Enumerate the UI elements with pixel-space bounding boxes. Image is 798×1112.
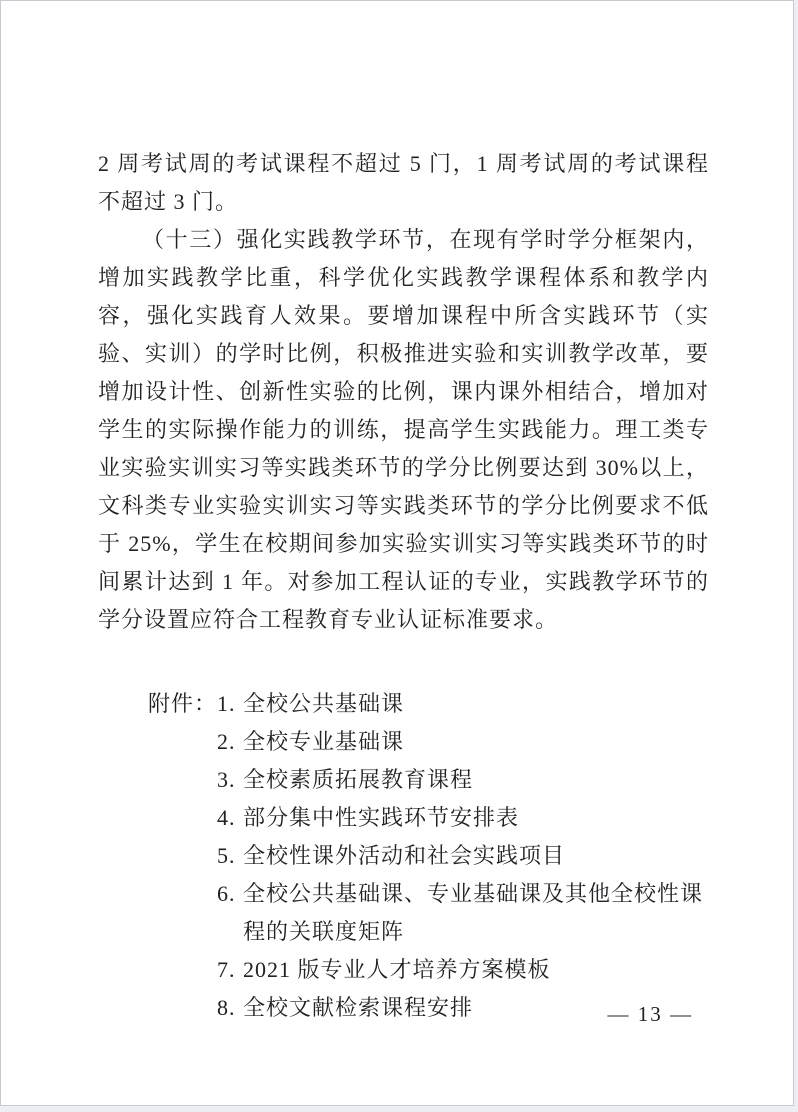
attachment-item-number: 3. [217,767,236,792]
attachment-item-3 [217,761,709,799]
attachment-item-number: 2. [217,729,236,754]
attachment-item-number: 8. [217,995,236,1020]
attachment-item-4 [217,799,709,837]
attachment-item-7 [217,951,709,989]
page-content [1,1,793,1027]
attachment-item-text: 2021 版专业人才培养方案模板 [243,957,551,982]
attachment-item-number: 6. [217,881,236,906]
attachments-list [217,685,709,1027]
attachment-item-text: 全校文献检索课程安排 [243,995,474,1020]
attachment-item-number: 5. [217,843,236,868]
attachment-item-text: 全校公共基础课、专业基础课及其他全校性课程的关联度矩阵 [243,881,704,944]
attachments-block [148,685,709,1027]
page-number: — 13 — [607,1002,693,1026]
attachment-item-number: 1. [217,691,236,716]
attachment-item-number: 7. [217,957,236,982]
attachment-item-5 [217,837,709,875]
attachment-item-text: 部分集中性实践环节安排表 [243,805,520,830]
attachment-item-text: 全校性课外活动和社会实践项目 [243,843,566,868]
attachment-item-number: 4. [217,805,236,830]
body-paragraph-article-13: （十三）强化实践教学环节，在现有学时学分框架内，增加实践教学比重，科学优化实践教学课程体系和教学内容，强化实践育人效果。要增加课程中所含实践环节（实验、实训）的学时比例，积极推进实验和实训教学改革，要增加设计性、创新性实验的比例，课内课外相结合，增加对学生的实际操作能力的训练，提高学生实践能力。理工类专业实验实训实习等实践类环节的学分比例要达到 30%以上，文科类专业实验实训实习等实践类环节的学分比例要求不低于 25%，学生在校期间参加实验实训实习等实践类环节的时间累计达到 1 年。对参加工程认证的专业，实践教学环节的学分设置应符合工程教育专业认证标准要求。 [98,227,709,632]
attachment-item-1 [217,685,709,723]
attachment-item-text: 全校专业基础课 [243,729,405,754]
attachment-item-text: 全校素质拓展教育课程 [243,767,474,792]
attachment-item-2 [217,723,709,761]
attachments-label: 附件： [148,691,218,716]
body-paragraph-exam-weeks: 2 周考试周的考试课程不超过 5 门，1 周考试周的考试课程不超过 3 门。 [98,151,709,214]
attachment-item-6 [217,875,709,951]
attachment-item-text: 全校公共基础课 [243,691,405,716]
